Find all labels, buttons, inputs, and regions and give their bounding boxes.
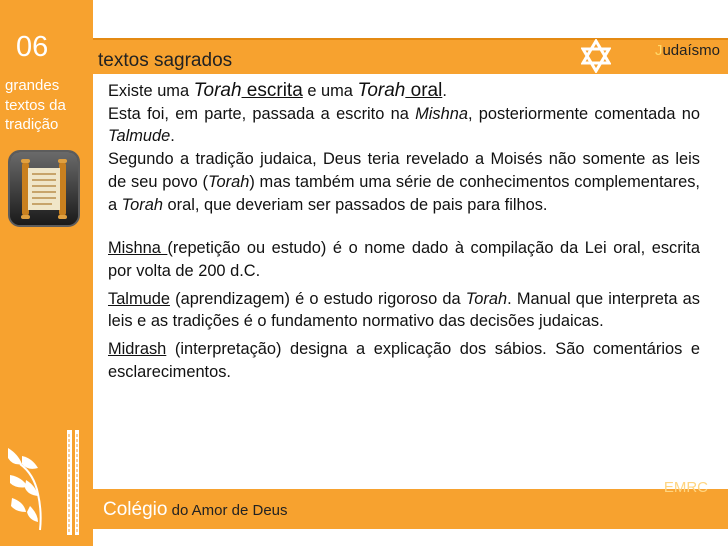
definition-mishna: Mishna (repetição ou estudo) é o nome dado à compilação da Lei oral, escrita por volta de 200 d.C. <box>108 239 700 280</box>
definition-talmude: Talmude (aprendizagem) é o estudo rigoroso da Torah. Manual que interpreta as leis e as tradições é o fundamento normativo das decisões judaicas. <box>108 289 700 331</box>
colegio-logo-icon <box>0 420 93 540</box>
intro-line: Existe uma Torah escrita e uma Torah oral. <box>108 80 447 101</box>
header-bar <box>93 38 728 74</box>
term-mishna: Mishna <box>108 239 168 258</box>
sidebar-line-2: textos da <box>5 96 66 114</box>
page-title: textos sagrados <box>98 50 233 71</box>
sidebar-line-3: tradição <box>5 116 59 133</box>
star-of-david-icon <box>581 39 611 78</box>
sidebar <box>0 0 93 546</box>
section-label: Judaísmo <box>654 42 720 59</box>
emrc-label: EMRC <box>663 479 708 496</box>
term-talmude: Talmude <box>108 289 170 308</box>
sidebar-subtitle <box>5 76 90 135</box>
torah-scroll-icon <box>8 150 80 227</box>
sidebar-line-1: grandes <box>5 77 60 94</box>
definition-midrash: Midrash (interpretação) designa a explicação dos sábios. São comentários e esclarecimentos. <box>108 340 700 381</box>
main-content <box>108 80 700 383</box>
footer-bar <box>93 479 728 529</box>
paragraph-mishna-talmude: Esta foi, em parte, passada a escrito na Mishna, posteriormente comentada no Talmude. <box>108 104 700 146</box>
paragraph-tradition: Segundo a tradição judaica, Deus teria revelado a Moisés não somente as leis de seu povo (Torah) mas também uma série de conhecimentos complementares, a Torah oral, que deveriam ser passados de pais para filhos. <box>108 150 700 214</box>
term-midrash: Midrash <box>108 340 167 359</box>
chapter-number: 06 <box>16 31 49 63</box>
school-name: Colégio do Amor de Deus <box>103 499 288 520</box>
